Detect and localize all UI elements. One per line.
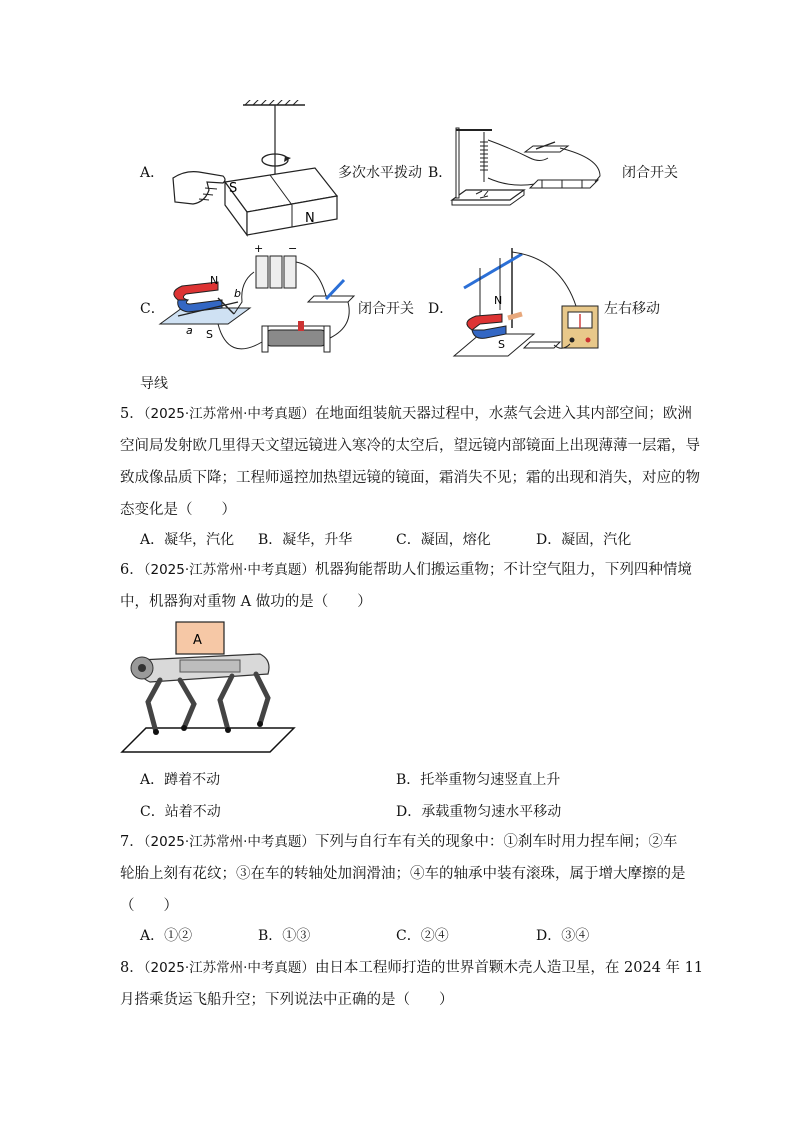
q6-option-a: A．蹲着不动 xyxy=(140,772,221,788)
figure-c-motor-circuit xyxy=(158,242,358,367)
wire-b-label: b xyxy=(234,287,241,300)
q7-text-3: （ ） xyxy=(120,898,178,914)
q7-text-2: 轮胎上刻有花纹；③在车的转轴处加润滑油；④车的轴承中装有滚珠，属于增大摩擦的是 xyxy=(120,866,686,882)
magnet-s-label: S xyxy=(229,181,238,196)
q6-text-1: 机器狗能帮助人们搬运重物；不计空气阻力，下列四种情境 xyxy=(314,562,692,578)
q7-option-b: B．①③ xyxy=(258,928,311,944)
q7-line-1 xyxy=(120,826,680,858)
figure-d-induction xyxy=(450,248,620,363)
q7-source: （2025·江苏常州·中考真题） xyxy=(143,834,315,850)
question-5 xyxy=(120,398,700,526)
q8-text-2: 月搭乘货运飞船升空；下列说法中正确的是（ ） xyxy=(120,992,454,1008)
option-a-letter: A． xyxy=(140,165,165,181)
box-a-label: A xyxy=(193,633,202,648)
option-b-caption: 闭合开关 xyxy=(622,165,678,181)
option-b-letter: B． xyxy=(428,165,453,181)
q6-number: 6． xyxy=(120,562,144,578)
option-d-caption: 左右移动 xyxy=(604,301,660,317)
q7-option-c: C．②④ xyxy=(396,928,449,944)
q5-source: （2025·江苏常州·中考真题） xyxy=(143,406,315,422)
option-c-extra: 导线 xyxy=(140,376,168,392)
q5-text-1: 在地面组装航天器过程中，水蒸气会进入其内部空间；欧洲 xyxy=(314,406,692,422)
option-c-caption: 闭合开关 xyxy=(358,301,414,317)
q7-option-d: D．③④ xyxy=(536,928,590,944)
q6-source: （2025·江苏常州·中考真题） xyxy=(143,562,315,578)
magnet-n-label: N xyxy=(305,211,315,226)
battery-minus-label: − xyxy=(288,242,298,255)
q5-text-4: 态变化是（ ） xyxy=(120,502,236,518)
figure-b-electromagnet xyxy=(450,118,615,218)
option-c-letter: C． xyxy=(140,301,165,317)
q5-number: 5． xyxy=(120,406,144,422)
q6-option-d: D．承载重物匀速水平移动 xyxy=(396,804,562,820)
option-d-letter: D． xyxy=(428,301,454,317)
q5-option-d: D．凝固，汽化 xyxy=(536,532,632,548)
option-a-caption: 多次水平拨动 xyxy=(338,165,422,181)
q5-option-a: A．凝华，汽化 xyxy=(140,532,235,548)
induction-s-label: S xyxy=(498,338,505,351)
q6-text-2: 中，机器狗对重物 A 做功的是（ ） xyxy=(120,594,372,610)
battery-plus-label: + xyxy=(254,242,264,255)
q6-option-b: B．托举重物匀速竖直上升 xyxy=(396,772,561,788)
q6-line-1 xyxy=(120,554,692,586)
figure-a-bar-magnet xyxy=(165,100,345,240)
question-8 xyxy=(120,952,704,1016)
q6-option-c: C．站着不动 xyxy=(140,804,221,820)
wire-a-label: a xyxy=(186,324,193,337)
q5-line-1 xyxy=(120,398,692,430)
q5-text-2: 空间局发射欧几里得天文望远镜进入寒冷的太空后，望远镜内部镜面上出现薄薄一层霜，导 xyxy=(120,438,700,454)
question-6 xyxy=(120,554,692,618)
q8-source: （2025·江苏常州·中考真题） xyxy=(143,960,315,976)
q5-text-3: 致成像品质下降；工程师遥控加热望远镜的镜面，霜消失不见；霜的出现和消失，对应的物 xyxy=(120,470,700,486)
q8-line-1 xyxy=(120,952,704,984)
induction-n-label: N xyxy=(494,294,503,307)
q7-number: 7． xyxy=(120,834,144,850)
horseshoe-n-label: N xyxy=(210,274,219,287)
q7-option-a: A．①② xyxy=(140,928,193,944)
q8-text-1: 由日本工程师打造的世界首颗木壳人造卫星，在 2024 年 11 xyxy=(314,960,704,976)
q5-option-c: C．凝固，熔化 xyxy=(396,532,491,548)
question-7 xyxy=(120,826,686,922)
q7-text-1: 下列与自行车有关的现象中：①刹车时用力捏车闸；②车 xyxy=(314,834,678,850)
q5-option-b: B．凝华，升华 xyxy=(258,532,353,548)
horseshoe-s-label: S xyxy=(206,328,213,341)
figure-robot-dog xyxy=(120,620,300,755)
q8-number: 8． xyxy=(120,960,144,976)
